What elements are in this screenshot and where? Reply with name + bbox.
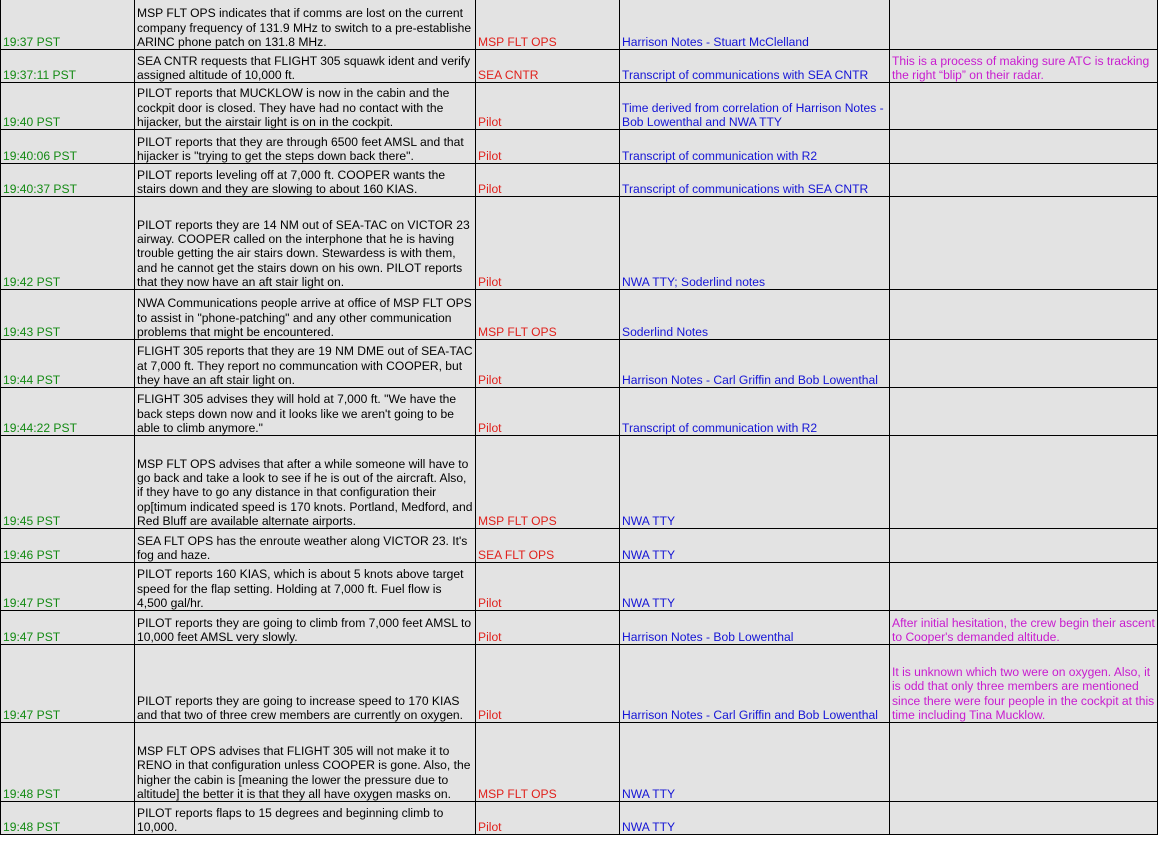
time-cell: 19:48 PST [1,802,135,835]
comment-cell [890,0,1158,50]
source-cell: Pilot [476,130,620,164]
table-row [1,723,1158,802]
time-cell: 19:44:22 PST [1,388,135,436]
reference-cell: Harrison Notes - Carl Griffin and Bob Lowenthal [620,645,890,723]
time-cell: 19:44 PST [1,340,135,388]
event-cell: MSP FLT OPS indicates that if comms are lost on the current company frequency of 131.9 MHz to switch to a pre-establishe ARINC phone patch on 131.8 MHz. [135,0,476,50]
reference-cell: Transcript of communication with R2 [620,388,890,436]
source-cell: Pilot [476,83,620,130]
event-cell: FLIGHT 305 advises they will hold at 7,000 ft. "We have the back steps down now and it looks like we aren't going to be able to climb anymore." [135,388,476,436]
time-cell: 19:40 PST [1,83,135,130]
reference-cell: NWA TTY [620,436,890,529]
source-cell: SEA CNTR [476,50,620,83]
source-cell: Pilot [476,645,620,723]
event-cell: PILOT reports leveling off at 7,000 ft. COOPER wants the stairs down and they are slowing to about 160 KIAS. [135,164,476,197]
event-cell: MSP FLT OPS advises that after a while someone will have to go back and take a look to see if he is out of the aircraft. Also, if they have to go any distance in that configuration their op[timum indicated speed is 170 knots. Portland, Medford, and Red Bluff are available alternate airports. [135,436,476,529]
reference-cell: Transcript of communication with R2 [620,130,890,164]
comment-cell [890,83,1158,130]
table-row [1,0,1158,50]
time-cell: 19:37 PST [1,0,135,50]
table-row [1,50,1158,83]
comment-cell: It is unknown which two were on oxygen. Also, it is odd that only three members are mentioned since there were four people in the cockpit at this time including Tina Mucklow. [890,645,1158,723]
source-cell: Pilot [476,611,620,645]
table-row [1,563,1158,611]
event-cell: PILOT reports that MUCKLOW is now in the cabin and the cockpit door is closed. They have had no contact with the hijacker, but the airstair light is on in the cockpit. [135,83,476,130]
table-row [1,290,1158,340]
time-cell: 19:40:06 PST [1,130,135,164]
comment-cell: After initial hesitation, the crew begin their ascent to Cooper's demanded altitude. [890,611,1158,645]
source-cell: Pilot [476,197,620,290]
time-cell: 19:47 PST [1,611,135,645]
source-cell: Pilot [476,388,620,436]
table-row [1,436,1158,529]
table-row [1,164,1158,197]
comment-cell [890,130,1158,164]
table-row [1,611,1158,645]
table-row [1,529,1158,563]
comment-cell [890,164,1158,197]
comment-cell [890,563,1158,611]
table-row [1,645,1158,723]
table-row [1,340,1158,388]
event-cell: PILOT reports they are going to increase speed to 170 KIAS and that two of three crew members are currently on oxygen. [135,645,476,723]
table-row [1,388,1158,436]
event-cell: SEA CNTR requests that FLIGHT 305 squawk ident and verify assigned altitude of 10,000 ft. [135,50,476,83]
reference-cell: Soderlind Notes [620,290,890,340]
table-row [1,130,1158,164]
reference-cell: NWA TTY [620,563,890,611]
source-cell: SEA FLT OPS [476,529,620,563]
event-cell: PILOT reports flaps to 15 degrees and beginning climb to 10,000. [135,802,476,835]
comment-cell: This is a process of making sure ATC is tracking the right “blip” on their radar. [890,50,1158,83]
table-row [1,197,1158,290]
reference-cell: NWA TTY; Soderlind notes [620,197,890,290]
time-cell: 19:37:11 PST [1,50,135,83]
time-cell: 19:40:37 PST [1,164,135,197]
event-cell: PILOT reports they are going to climb from 7,000 feet AMSL to 10,000 feet AMSL very slowly. [135,611,476,645]
time-cell: 19:48 PST [1,723,135,802]
comment-cell [890,436,1158,529]
timeline-body [1,0,1158,835]
reference-cell: Harrison Notes - Bob Lowenthal [620,611,890,645]
event-cell: MSP FLT OPS advises that FLIGHT 305 will not make it to RENO in that configuration unless COOPER is gone. Also, the higher the cabin is [meaning the lower the pressure due to altitude] the better it is that they all have oxygen masks on. [135,723,476,802]
source-cell: MSP FLT OPS [476,290,620,340]
reference-cell: Time derived from correlation of Harrison Notes - Bob Lowenthal and NWA TTY [620,83,890,130]
reference-cell: Transcript of communications with SEA CNTR [620,164,890,197]
reference-cell: NWA TTY [620,802,890,835]
event-cell: PILOT reports they are 14 NM out of SEA-TAC on VICTOR 23 airway. COOPER called on the interphone that he is having trouble getting the air stairs down. Stewardess is with them, and he cannot get the stairs down on his own. PILOT reports that they now have an aft stair light on. [135,197,476,290]
time-cell: 19:47 PST [1,563,135,611]
source-cell: Pilot [476,563,620,611]
comment-cell [890,340,1158,388]
source-cell: Pilot [476,340,620,388]
table-row [1,83,1158,130]
reference-cell: Transcript of communications with SEA CNTR [620,50,890,83]
reference-cell: Harrison Notes - Carl Griffin and Bob Lowenthal [620,340,890,388]
time-cell: 19:47 PST [1,645,135,723]
reference-cell: NWA TTY [620,529,890,563]
source-cell: MSP FLT OPS [476,0,620,50]
reference-cell: NWA TTY [620,723,890,802]
time-cell: 19:45 PST [1,436,135,529]
comment-cell [890,723,1158,802]
comment-cell [890,529,1158,563]
table-row [1,802,1158,835]
source-cell: MSP FLT OPS [476,436,620,529]
time-cell: 19:42 PST [1,197,135,290]
source-cell: Pilot [476,164,620,197]
time-cell: 19:46 PST [1,529,135,563]
event-cell: SEA FLT OPS has the enroute weather along VICTOR 23. It's fog and haze. [135,529,476,563]
comment-cell [890,802,1158,835]
source-cell: MSP FLT OPS [476,723,620,802]
comment-cell [890,290,1158,340]
event-cell: PILOT reports 160 KIAS, which is about 5 knots above target speed for the flap setting. Holding at 7,000 ft. Fuel flow is 4,500 gal/hr. [135,563,476,611]
source-cell: Pilot [476,802,620,835]
reference-cell: Harrison Notes - Stuart McClelland [620,0,890,50]
comment-cell [890,388,1158,436]
comment-cell [890,197,1158,290]
event-cell: FLIGHT 305 reports that they are 19 NM DME out of SEA-TAC at 7,000 ft. They report no communcation with COOPER, but they have an aft stair light on. [135,340,476,388]
event-cell: NWA Communications people arrive at office of MSP FLT OPS to assist in "phone-patching" and any other communication problems that might be encountered. [135,290,476,340]
event-cell: PILOT reports that they are through 6500 feet AMSL and that hijacker is "trying to get the steps down back there". [135,130,476,164]
time-cell: 19:43 PST [1,290,135,340]
